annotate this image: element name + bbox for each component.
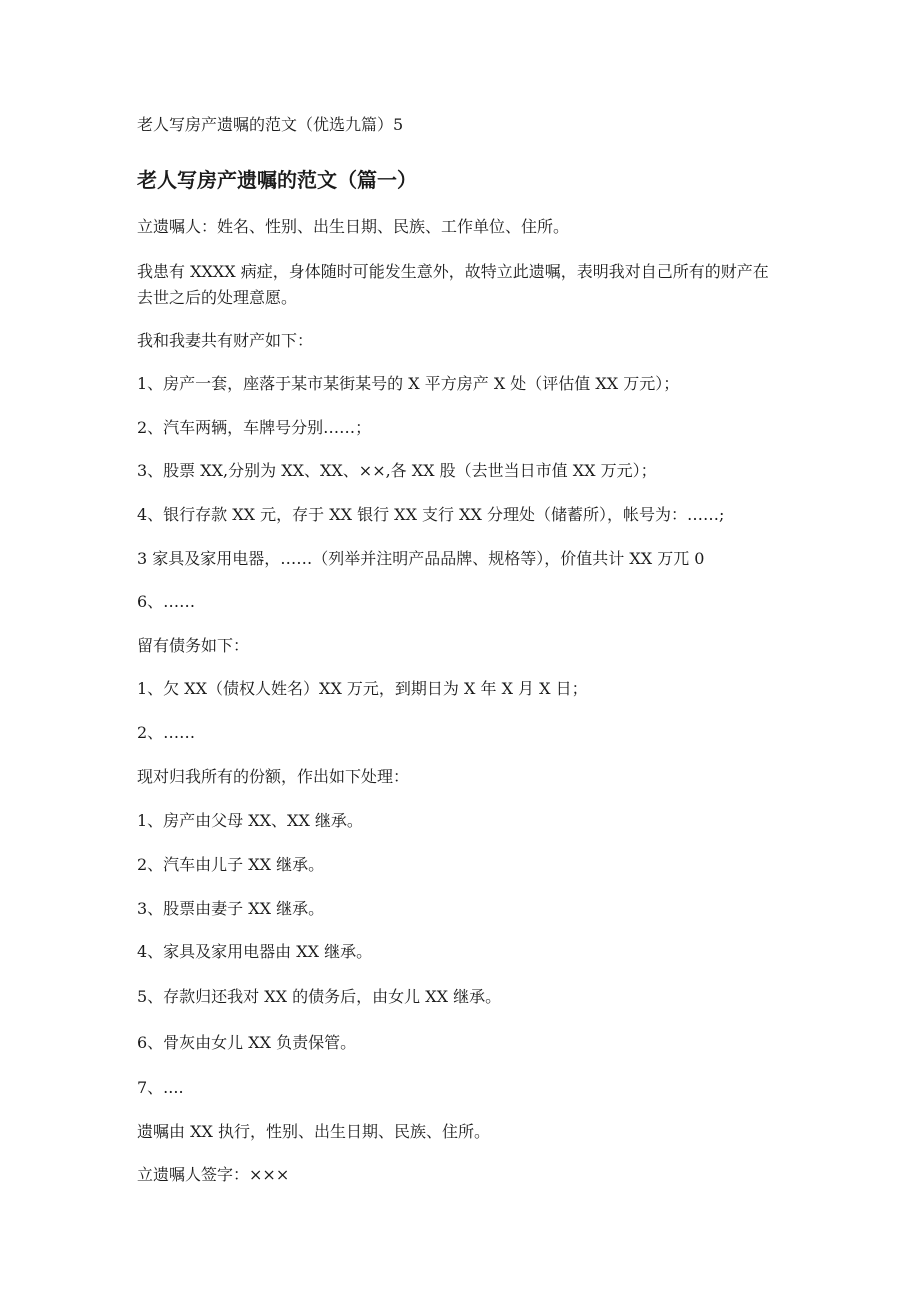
list-item-disposition-cars: 2、汽车由儿子 XX 继承。 [137,855,325,874]
paragraph-executor: 遗嘱由 XX 执行，性别、出生日期、民族、住所。 [137,1122,490,1141]
list-item-debt-other: 2、…… [137,723,196,742]
list-item-debt-1: 1、欠 XX（债权人姓名）XX 万元，到期日为 X 年 X 月 X 日； [137,679,588,698]
list-item-property-furniture: 3 家具及家用电器，……（列举并注明产品品牌、规格等），价值共计 XX 万兀 0 [137,549,705,568]
document-title: 老人写房产遗嘱的范文（优选九篇）5 [137,115,404,134]
list-item-disposition-ashes: 6、骨灰由女儿 XX 负责保管。 [137,1033,357,1052]
paragraph-intent: 我患有 XXXX 病症，身体随时可能发生意外，故特立此遗嘱，表明我对自己所有的财产在去世之后的处理意愿。 [137,262,769,307]
list-item-disposition-furniture: 4、家具及家用电器由 XX 继承。 [137,942,373,961]
paragraph-testator-info: 立遗嘱人：姓名、性别、出生日期、民族、工作单位、住所。 [137,217,570,236]
list-item-property-stocks: 3、股票 XX,分别为 XX、XX、××,各 XX 股（去世当日市值 XX 万元）； [137,461,657,480]
list-item-disposition-stocks: 3、股票由妻子 XX 继承。 [137,899,325,918]
list-item-disposition-house: 1、房产由父母 XX、XX 继承。 [137,811,363,830]
paragraph-disposition-intro: 现对归我所有的份额，作出如下处理： [137,767,410,786]
list-item-property-cars: 2、汽车两辆，车牌号分别……； [137,418,372,437]
list-item-property-house: 1、房产一套，座落于某市某街某号的 X 平方房产 X 处（评估值 XX 万元）； [137,374,680,393]
list-item-disposition-other: 7、.... [137,1078,184,1097]
list-item-property-other: 6、…… [137,592,196,611]
paragraph-signature: 立遗嘱人签字：××× [137,1165,290,1184]
paragraph-debts-intro: 留有债务如下： [137,636,250,655]
list-item-property-deposits: 4、银行存款 XX 元，存于 XX 银行 XX 支行 XX 分理处（储蓄所），帐号为：……; [137,505,725,524]
section-heading: 老人写房产遗嘱的范文（篇一） [137,168,417,192]
list-item-disposition-deposits: 5、存款归还我对 XX 的债务后，由女儿 XX 继承。 [137,987,502,1006]
paragraph-joint-property-intro: 我和我妻共有财产如下： [137,331,314,350]
